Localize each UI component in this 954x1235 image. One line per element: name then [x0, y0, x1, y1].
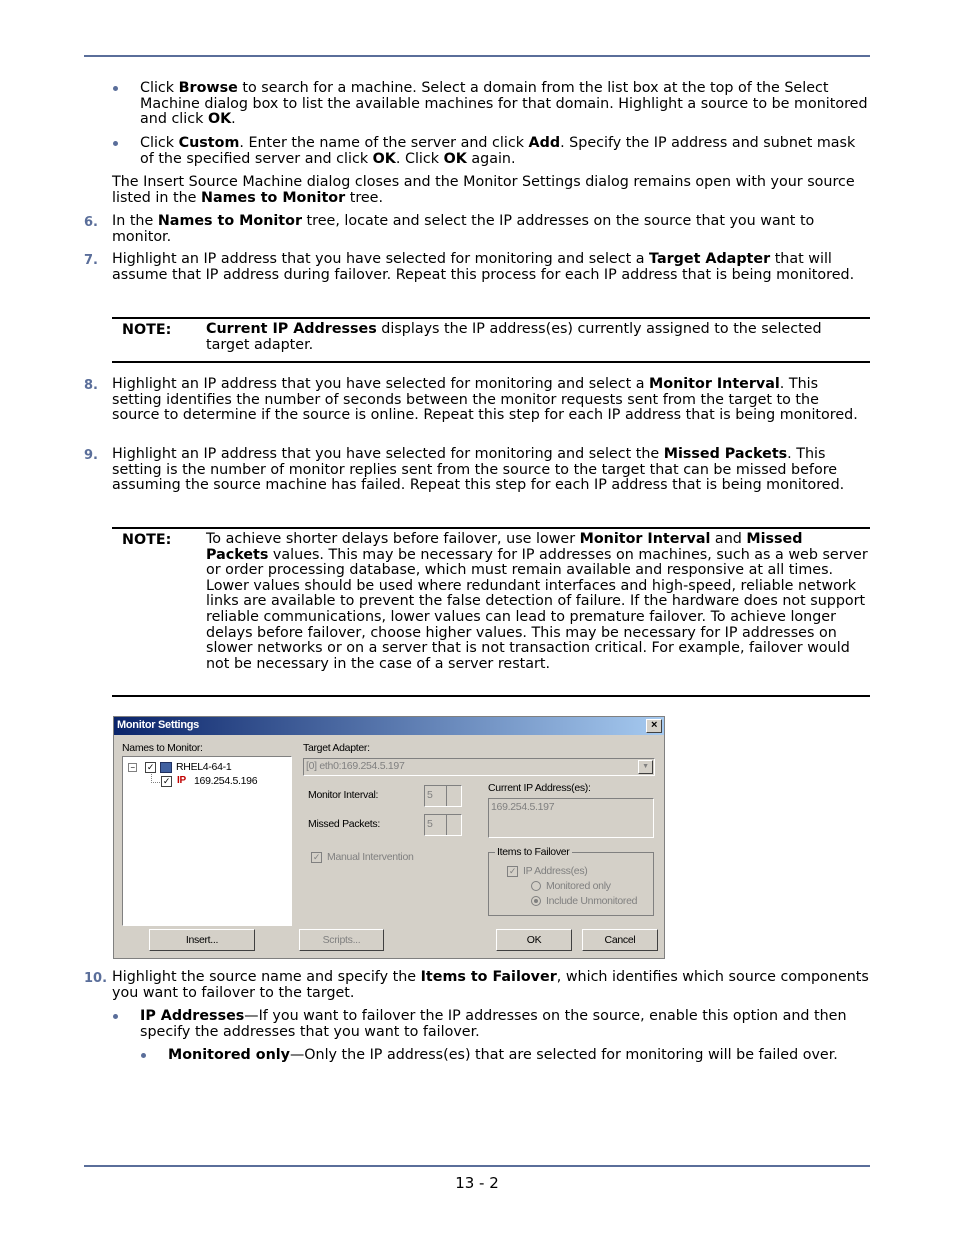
- target-adapter-select[interactable]: [303, 758, 655, 776]
- note-box: [112, 317, 870, 363]
- bullet-icon: [141, 1053, 146, 1058]
- tree-root-label[interactable]: RHEL4-64-1: [176, 761, 232, 773]
- collapse-icon[interactable]: −: [128, 763, 137, 772]
- manual-intervention-checkbox[interactable]: ✓: [312, 852, 321, 862]
- monitor-interval-value: 5: [427, 789, 433, 801]
- page-number: 13 - 2: [455, 1174, 499, 1192]
- note-label: NOTE:: [122, 322, 172, 338]
- step-number: 6.: [84, 215, 98, 230]
- bullet-icon: [113, 1014, 118, 1019]
- spin-arrows-icon[interactable]: [446, 786, 461, 806]
- tree-ip-label[interactable]: 169.254.5.196: [194, 775, 258, 787]
- monitored-only-label: Monitored only: [546, 880, 611, 892]
- step-9-text: Highlight an IP address that you have selected for monitoring and select the Missed Packets. This setting is the number of monitor replies sent from the source to the target that can be missed before assuming the source machine has failed. Repeat this step for each IP address that is being monitored.: [112, 446, 845, 494]
- ok-button[interactable]: OK: [496, 929, 572, 951]
- monitor-interval-label: Monitor Interval:: [308, 789, 379, 801]
- note-text: Current IP Addresses displays the IP address(es) currently assigned to the selected target adapter.: [206, 321, 822, 353]
- step-8-text: Highlight an IP address that you have selected for monitoring and select a Monitor Interval. This setting identifies the number of seconds between the monitor requests sent from the target to the source to determine if the source is online. Repeat this step for each IP address that is being monitored.: [112, 376, 858, 424]
- bullet-custom: Click Custom. Enter the name of the server and click Add. Specify the IP address and subnet mask of the specified server and click OK. Click OK again.: [140, 135, 856, 167]
- note-text: To achieve shorter delays before failover, use lower Monitor Interval and Missed Packets values. This may be necessary for IP addresses on machines, such as a web server or order processing database, which must remain available and responsive at all times. Lower values should be used where redundant interfaces and high-speed, reliable network links are available to prevent the false detection of failure. If the hardware does not support reliable communications, lower values can lead to premature failover. To achieve longer delays before failover, choose higher values. This may be necessary for IP addresses on slower networks or on a server that is not transaction critical. For example, failover would not be necessary in the case of a server restart.: [206, 531, 868, 672]
- step-10-text: Highlight the source name and specify the Items to Failover, which identifies which source components you want to failover to the target.: [112, 969, 869, 1001]
- bullet-icon: [113, 86, 118, 91]
- monitor-interval-stepper[interactable]: [424, 785, 462, 807]
- missed-packets-label: Missed Packets:: [308, 818, 380, 830]
- ip-icon: IP: [177, 775, 186, 786]
- dialog-title-bar: [114, 717, 664, 735]
- spin-arrows-icon[interactable]: [446, 815, 461, 835]
- step-number: 8.: [84, 378, 98, 393]
- header-rule: [84, 55, 870, 57]
- step-7-text: Highlight an IP address that you have selected for monitoring and select a Target Adapter that will assume that IP address during failover. Repeat this process for each IP address that is being monitored.: [112, 251, 855, 283]
- note-box: [112, 527, 870, 697]
- target-adapter-label: Target Adapter:: [303, 742, 370, 754]
- names-to-monitor-label: Names to Monitor:: [122, 742, 203, 754]
- target-adapter-value: [0] eth0:169.254.5.197: [306, 760, 405, 772]
- current-ip-label: Current IP Address(es):: [488, 782, 591, 794]
- paragraph-insert-source: The Insert Source Machine dialog closes and the Monitor Settings dialog remains open with your source listed in the Names to Monitor tree.: [112, 174, 855, 206]
- bullet-ip-addresses: IP Addresses—If you want to failover the IP addresses on the source, enable this option and then specify the addresses that you want to failover.: [140, 1008, 847, 1040]
- step-number: 9.: [84, 448, 98, 463]
- insert-button[interactable]: Insert...: [149, 929, 255, 951]
- ip-checkbox[interactable]: ✓: [162, 776, 171, 786]
- note-label: NOTE:: [122, 532, 172, 548]
- include-unmonitored-label: Include Unmonitored: [546, 895, 638, 907]
- include-unmonitored-radio[interactable]: [531, 896, 541, 906]
- bullet-browse: Click Browse to search for a machine. Select a domain from the list box at the top of the Select Machine dialog box to list the available machines for that domain. Highlight a source to be monitored and click OK.: [140, 80, 868, 128]
- step-6-text: In the Names to Monitor tree, locate and select the IP addresses on the source that you want to monitor.: [112, 213, 815, 245]
- monitor-settings-dialog: [113, 716, 665, 959]
- footer-rule: [84, 1165, 870, 1167]
- current-ip-value: 169.254.5.197: [491, 801, 555, 813]
- missed-packets-stepper[interactable]: [424, 814, 462, 836]
- server-icon: [160, 762, 172, 773]
- missed-packets-value: 5: [427, 818, 433, 830]
- monitored-only-radio[interactable]: [531, 881, 541, 891]
- scripts-button[interactable]: Scripts...: [299, 929, 384, 951]
- names-to-monitor-tree[interactable]: [122, 756, 292, 926]
- tree-connector: [151, 774, 160, 783]
- current-ip-box: [488, 798, 654, 838]
- dialog-title: Monitor Settings: [117, 719, 199, 731]
- items-to-failover-label: Items to Failover: [497, 846, 570, 858]
- step-number: 7.: [84, 253, 98, 268]
- cancel-button[interactable]: Cancel: [582, 929, 658, 951]
- manual-intervention-label: Manual Intervention: [327, 851, 414, 863]
- ip-addresses-label: IP Address(es): [523, 865, 588, 877]
- bullet-monitored-only: Monitored only—Only the IP address(es) that are selected for monitoring will be failed over.: [168, 1047, 838, 1063]
- chevron-down-icon[interactable]: ▼: [638, 760, 653, 774]
- ip-addresses-checkbox[interactable]: ✓: [508, 866, 517, 876]
- root-checkbox[interactable]: ✓: [146, 762, 155, 772]
- step-number: 10.: [84, 971, 108, 986]
- close-icon[interactable]: ×: [646, 719, 662, 733]
- bullet-icon: [113, 141, 118, 146]
